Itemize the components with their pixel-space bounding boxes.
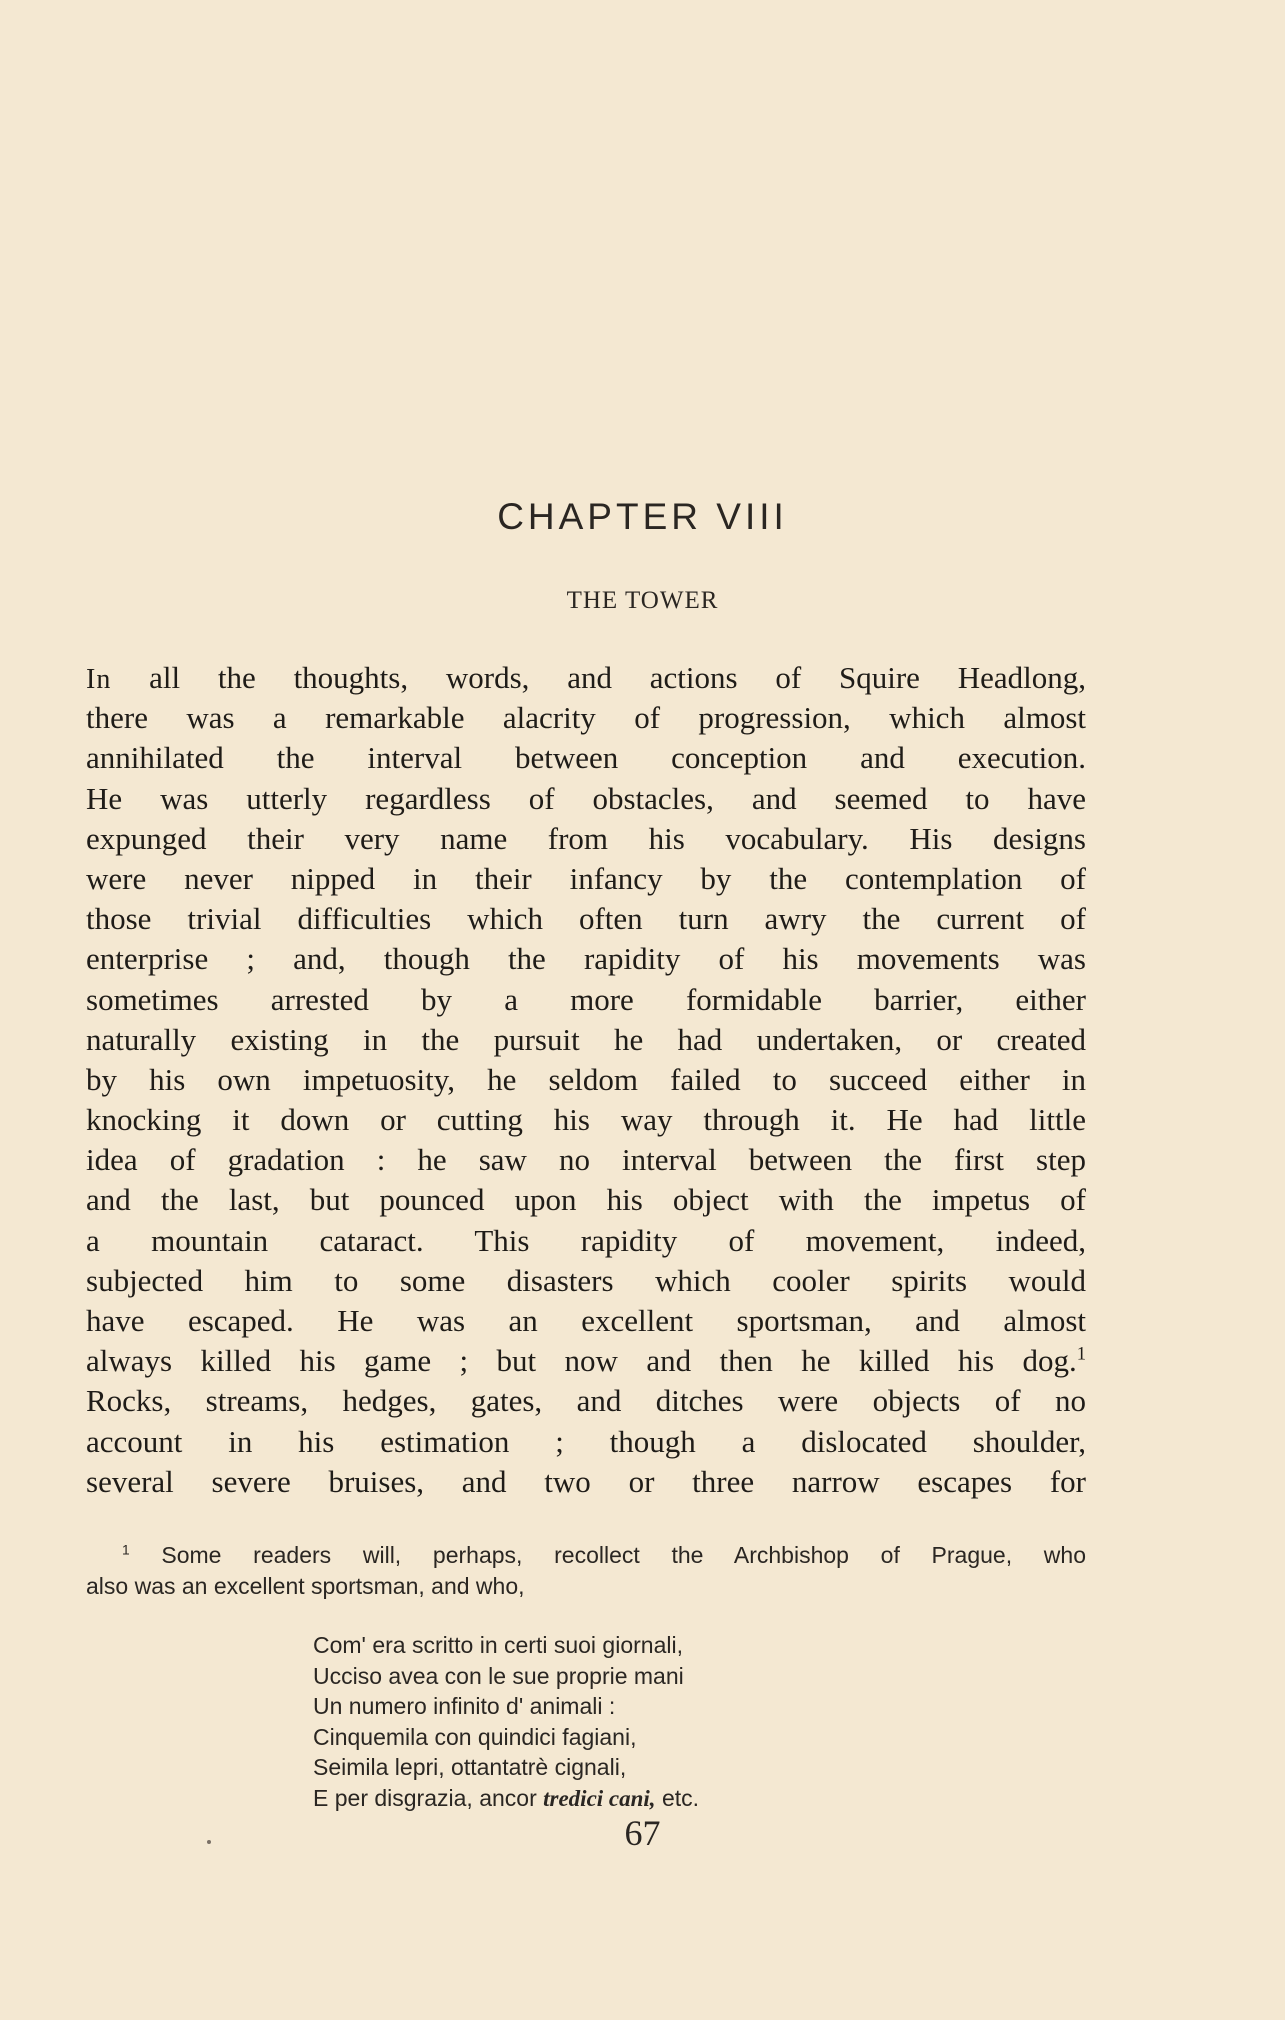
footnote-line-1: $^1$ Some readers will, perhaps, recollect the Archbishop of Prague, who — [122, 1542, 1086, 1568]
verse-italic-phrase: tredici cani, — [543, 1785, 656, 1811]
body-line-5: expunged their very name from his vocabulary. His designs — [86, 820, 1086, 856]
body-paragraph — [86, 658, 1086, 1502]
verse-line-6: E per disgrazia, ancor tredici cani, etc. — [313, 1784, 700, 1811]
paper-speck — [207, 1840, 211, 1844]
footnote-marker: 1 — [122, 1542, 130, 1558]
verse-line-3: Un numero infinito d' animali : — [313, 1693, 616, 1719]
body-line-11: by his own impetuosity, he seldom failed to succeed either in — [86, 1061, 1086, 1097]
page-number: 67 — [624, 1813, 661, 1853]
body-line-17: have escaped. He was an excellent sportsman, and almost — [86, 1303, 1086, 1338]
body-line-14: and the last, but pounced upon his object with the impetus of — [86, 1182, 1086, 1218]
body-line-8: enterprise ; and, though the rapidity of his movements was — [86, 941, 1086, 977]
body-line-1: In all the thoughts, words, and actions of Squire Headlong, — [86, 660, 1086, 695]
body-line-2: there was a remarkable alacrity of progression, which almost — [86, 700, 1086, 736]
verse-line-1: Com' era scritto in certi suoi giornali, — [313, 1632, 683, 1658]
footnote-reference: 1 — [1076, 1343, 1086, 1365]
body-line-6: were never nipped in their infancy by the contemplation of — [86, 860, 1086, 896]
body-line-10: naturally existing in the pursuit he had undertaken, or created — [86, 1021, 1086, 1057]
body-line-4: He was utterly regardless of obstacles, and seemed to have — [86, 780, 1086, 816]
body-line-21: several severe bruises, and two or three narrow escapes for — [86, 1463, 1086, 1499]
verse-line-2: Ucciso avea con le sue proprie mani — [313, 1662, 684, 1689]
body-line-18: always killed his game ; but now and then he killed his dog.$^1$ — [86, 1343, 1086, 1379]
first-word: In — [86, 664, 112, 695]
body-line-7: those trivial difficulties which often turn awry the current of — [86, 901, 1086, 937]
chapter-title: THE TOWER — [566, 587, 719, 614]
body-line-20: account in his estimation ; though a dislocated shoulder, — [86, 1423, 1086, 1459]
body-line-12: knocking it down or cutting his way through it. He had little — [86, 1102, 1086, 1138]
body-line-16: subjected him to some disasters which cooler spirits would — [86, 1262, 1086, 1298]
verse-line-5: Seimila lepri, ottantatrè cignali, — [313, 1754, 627, 1780]
body-line-15: a mountain cataract. This rapidity of movement, indeed, — [86, 1222, 1086, 1258]
footnote-line-2: also was an excellent sportsman, and who, — [86, 1572, 525, 1599]
footnote-verse — [313, 1630, 699, 1813]
body-line-9: sometimes arrested by a more formidable barrier, either — [86, 981, 1086, 1017]
footnote — [86, 1540, 1086, 1601]
body-line-19: Rocks, streams, hedges, gates, and ditches were objects of no — [86, 1383, 1086, 1419]
body-line-13: idea of gradation : he saw no interval between the first step — [86, 1142, 1086, 1178]
verse-line-4: Cinquemila con quindici fagiani, — [313, 1723, 637, 1750]
chapter-heading: CHAPTER VIII — [497, 496, 788, 537]
body-line-3: annihilated the interval between conception and execution. — [86, 740, 1086, 776]
